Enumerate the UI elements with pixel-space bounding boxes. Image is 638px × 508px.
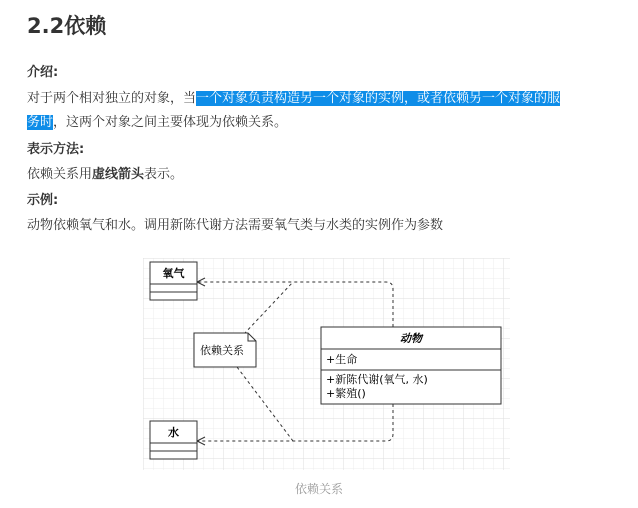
- notation-post: 表示。: [144, 167, 184, 182]
- animal-attribute: +生命: [326, 353, 358, 366]
- intro-label: 介绍:: [27, 65, 59, 80]
- intro-line-1: [27, 87, 560, 111]
- oxygen-class-name: 氧气: [162, 267, 185, 280]
- water-class-name: 水: [168, 426, 179, 439]
- intro-line-2: [27, 111, 287, 135]
- intro-text-pre: 对于两个相对独立的对象，当: [27, 91, 197, 106]
- intro-selected-text-2[interactable]: 务时: [27, 115, 54, 130]
- water-class: [150, 421, 197, 459]
- intro-text-post: ，这两个对象之间主要体现为依赖关系。: [53, 115, 288, 130]
- animal-method-metabolism: +新陈代谢(氧气, 水): [326, 373, 428, 386]
- animal-class: [321, 327, 501, 404]
- uml-dependency-diagram: [143, 258, 510, 470]
- intro-selected-text-1[interactable]: 一个对象负责构造另一个对象的实例，或者依赖另一个对象的服: [196, 91, 561, 106]
- note-text: 依赖关系: [200, 344, 244, 357]
- notation-bold: 虚线箭头: [92, 167, 145, 182]
- animal-class-name: 动物: [400, 332, 422, 345]
- notation-pre: 依赖关系用: [27, 167, 93, 182]
- section-heading: 2.2依赖: [27, 14, 107, 38]
- dependency-note: [194, 333, 256, 367]
- oxygen-class: [150, 262, 197, 300]
- animal-method-reproduce: +繁殖(): [326, 387, 366, 400]
- figure-caption: 依赖关系: [294, 482, 343, 496]
- example-text: 动物依赖氧气和水。调用新陈代谢方法需要氧气类与水类的实例作为参数: [27, 218, 444, 233]
- example-label: 示例:: [27, 193, 59, 208]
- notation-text: [27, 163, 183, 187]
- notation-label: 表示方法:: [27, 142, 85, 157]
